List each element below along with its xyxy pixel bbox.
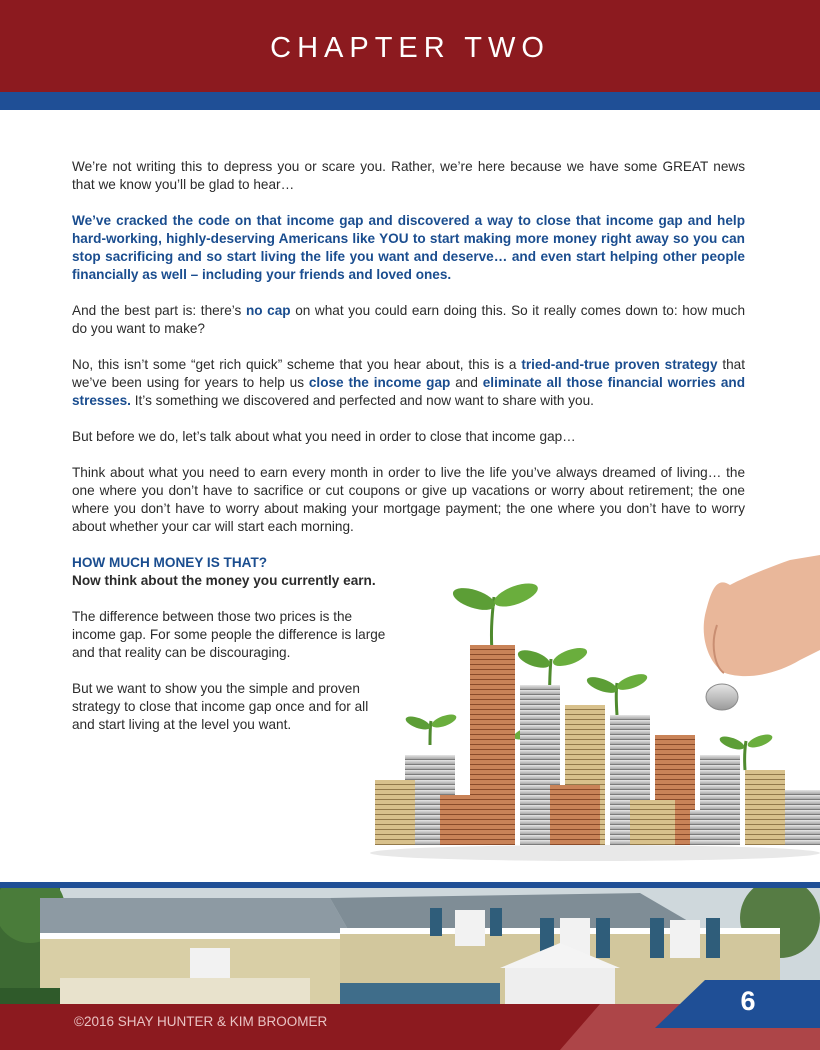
page-number-banner bbox=[560, 980, 820, 1050]
section-heading: HOW MUCH MONEY IS THAT? bbox=[72, 555, 268, 570]
difference-paragraph: The difference between those two prices is the income gap. For some people the difference is large and that reality can be discouraging. bbox=[72, 609, 386, 660]
think-paragraph: Think about what you need to earn every month in order to live the life you’ve always dreamed of living… the one where you don’t have to sacrifice or cut coupons or give up vacations or worry about retirement; the one where you don’t have to worry about making your mortgage payment; the one where you don’t have to worry about whether your car will start each morning. bbox=[72, 465, 745, 534]
page-number: 6 bbox=[740, 986, 756, 1016]
section-subheading: Now think about the money you currently earn. bbox=[72, 573, 376, 588]
before-we-do-paragraph: But before we do, let’s talk about what you need in order to close that income gap… bbox=[72, 429, 576, 444]
closing-paragraph: But we want to show you the simple and proven strategy to close that income gap once and for all and start living at the level you want. bbox=[72, 681, 369, 732]
chapter-header bbox=[0, 0, 820, 92]
coins-and-plants-image bbox=[370, 555, 820, 870]
no-cap-paragraph: And the best part is: there’s no cap on what you could earn doing this. So it really comes down to: how much do you want to make? bbox=[72, 303, 746, 336]
header-blue-stripe bbox=[0, 92, 820, 110]
strategy-paragraph: No, this isn’t some “get rich quick” scheme that you hear about, this is a tried-and-true proven strategy that we’ve been using for years to help us close the income gap and eliminate all those financial worries and stresses. It’s something we discovered and perfected and now want to share with you. bbox=[72, 357, 746, 408]
highlight-paragraph: We’ve cracked the code on that income gap and discovered a way to close that income gap and help hard-working, highly-deserving Americans like YOU to start making more money right away so you can stop sacrificing and so start living the life you want and deserve… and even start helping other people financially as well – including your friends and loved ones. bbox=[72, 213, 745, 282]
copyright-text: ©2016 SHAY HUNTER & KIM BROOMER bbox=[74, 1014, 328, 1029]
intro-paragraph: We’re not writing this to depress you or scare you. Rather, we’re here because we have some GREAT news that we know you’ll be glad to hear… bbox=[72, 159, 745, 192]
chapter-title: CHAPTER TWO bbox=[270, 32, 550, 64]
hand-with-coin bbox=[704, 555, 820, 710]
